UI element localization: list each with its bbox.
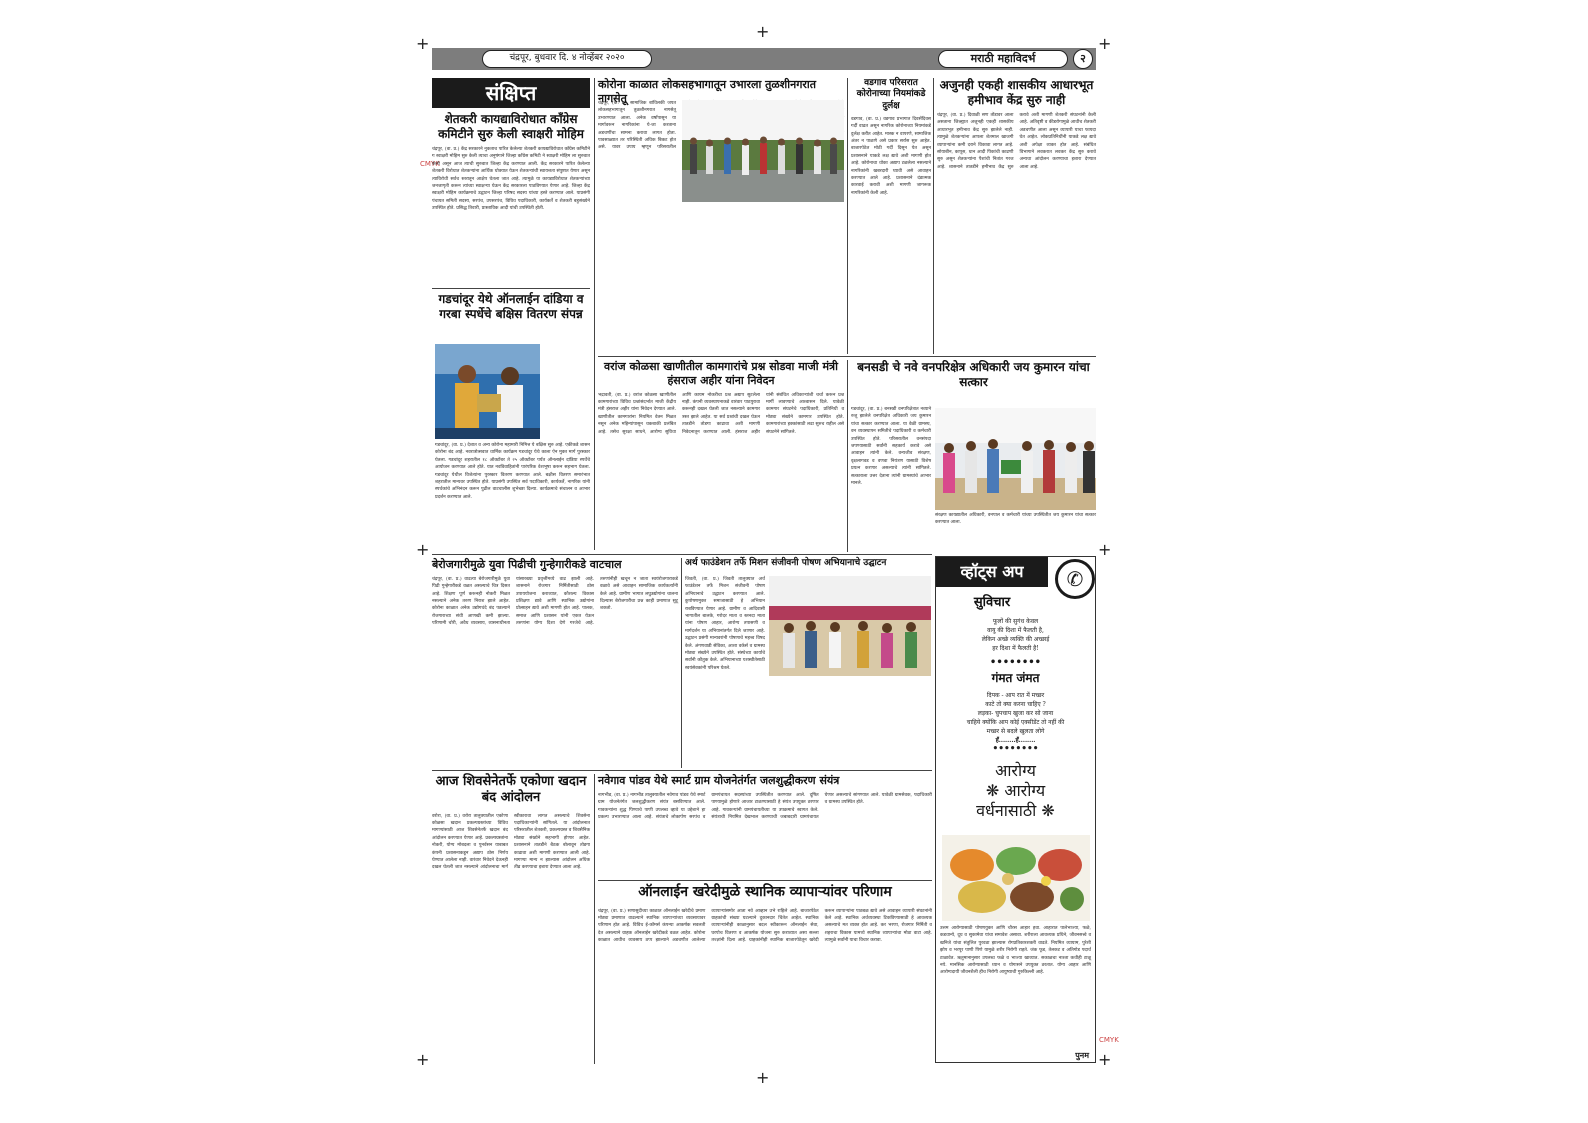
crop-mark-bl: + xyxy=(416,1050,430,1069)
crop-mark-br: + xyxy=(1098,1050,1112,1069)
article-body: चंद्रपूर, (वा. प्र.) सामाजिक बांधिलकी जपत लोकसहभागातून तुळशीनगरात नागसेतू उभारण्यात आला. अनेक वर्षांपासून या मार्गावरून नागरिकांना ये-जा करताना अडचणींचा सामना करावा लागत होता. पावसाळ्यात तर परिस्थिती अधिक बिकट होत असे. यावर उपाय म्हणून परिसरातील xyxy=(598,101,676,151)
article-body: चंद्रपूर, (वा. प्र.) सणासुदीच्या काळात ऑनलाईन खरेदीचे प्रमाण मोठ्या प्रमाणात वाढल्याने स्थानिक व्यापाऱ्यांच्या व्यवसायावर परिणाम होत आहे. विविध ई-कॉमर्स कंपन्या आकर्षक सवलती देत असल्याने ग्राहक ऑनलाईन खरेदीकडे वळत आहेत. कोरोना काळात आधीच व्यवसाय ठप्प झाल्याने अडचणीत आलेल्या व्यापाऱ्यांसमोर आता नवे आव्हान उभे राहिले आहे. बाजारपेठेत ग्राहकांची संख्या घटल्याने दुकानदार चिंतेत आहेत. स्थानिक व्यापाऱ्यांनीही काळानुसार बदल स्वीकारून ऑनलाईन सेवा, घरपोच वितरण व आकर्षक योजना सुरु कराव्यात असा सल्ला तज्ज्ञांनी दिला आहे. ग्राहकांनीही स्थानिक बाजारपेठेतून खरेदी करून व्यापाऱ्यांना पाठबळ द्यावे असे आवाहन व्यापारी संघटनांनी केले आहे. स्थानिक अर्थव्यवस्था टिकविण्यासाठी हे आवश्यक असल्याचे मत व्यक्त होत आहे. कर भरणा, रोजगार निर्मिती व शहराचा विकास यामध्ये स्थानिक व्यापाऱ्यांचा मोठा वाटा आहे. त्यामुळे सर्वांनी याचा विचार करावा. xyxy=(598,908,932,944)
suvichar-line: फूलों की सुगंध केवल xyxy=(992,618,1039,625)
photo-healthy-food xyxy=(942,835,1090,921)
headline: बनसडी चे नवे वनपरिक्षेत्र अधिकारी जय कुमारन यांचा सत्कार xyxy=(857,360,1090,389)
suvichar-quote xyxy=(936,617,1095,653)
headline: अर्थ फाउंडेशन तर्फे मिशन संजीवनी पोषण अभियानाचे उद्घाटन xyxy=(685,558,887,568)
article-msp xyxy=(937,78,1096,354)
arogya-word: वर्धनासाठी xyxy=(976,801,1037,820)
headline: शेतकरी कायद्याविरोधात कॉंग्रेस कमिटीने सुरु केली स्वाक्षरी मोहिम xyxy=(438,112,584,141)
date-line: चंद्रपूर, बुधवार दि. ४ नोव्हेंबर २०२० xyxy=(482,50,652,68)
headline: वरांज कोळसा खाणीतील कामगारांचे प्रश्न सोडवा माजी मंत्री हंसराज अहीर यांना निवेदन xyxy=(604,360,838,387)
masthead: मराठी महाविदर्भ xyxy=(938,50,1068,68)
rule xyxy=(432,554,932,555)
suvichar-line: हर दिशा में फैलती है! xyxy=(992,645,1039,652)
article-body-side xyxy=(543,344,590,440)
arogya-word: आरोग्य xyxy=(1004,781,1046,800)
article-vadgaon xyxy=(851,78,931,354)
joke-line: मच्छर से बदले खुलता लोगे xyxy=(986,728,1045,735)
gammat-title: गंमत जंमत xyxy=(991,671,1040,685)
article-varanj xyxy=(598,360,844,552)
joke-line: लड़का- चुपचाप खुजा कर सो जाना xyxy=(977,710,1054,717)
column-rule xyxy=(594,78,595,550)
headline: अजुनही एकही शासकीय आधारभूत हमीभाव केंद्र सुरु नाही xyxy=(939,78,1094,107)
headline: बेरोजगारीमुळे युवा पिढीची गुन्हेगारीकडे वाटचाल xyxy=(432,558,622,571)
joke-line: काटे तो क्या करना चाहिए ? xyxy=(985,701,1046,708)
photo-dandiya-prize xyxy=(435,344,540,439)
crop-mark-bottom: + xyxy=(756,1068,770,1087)
headline: गडचांदूर येथे ऑनलाईन दांडिया व गरबा स्पर्धेचे बक्षिस वितरण संपन्न xyxy=(438,292,584,321)
headline: आज शिवसेनेतर्फे एकोणा खदान बंद आंदोलन xyxy=(435,774,587,806)
crop-mark-mr: + xyxy=(1098,540,1112,559)
page-header-bar xyxy=(432,48,1096,70)
suvichar-title: सुविचार xyxy=(973,595,1011,610)
article-body: नागभीड, (वा. प्र.) नागभीड तालुक्यातील नवेगाव पांडव येथे स्मार्ट ग्राम योजनेतंर्गत जलशुद्धीकरण संयंत्र बसविण्यात आले. गावकऱ्यांना शुद्ध पिण्याचे पाणी उपलब्ध व्हावे या उद्देशाने हा प्रकल्प उभारण्यात आला आहे. संयंत्राचे लोकार्पण सरपंच व ग्रामपंचायत सदस्यांच्या उपस्थितीत करण्यात आले. दूषित पाण्यामुळे होणारे आजार टाळण्यासाठी हे संयंत्र उपयुक्त ठरणार आहे. गावकऱ्यांनी ग्रामपंचायतीच्या या उपक्रमाचे स्वागत केले. संयंत्राची नियमित देखभाल करण्याची जबाबदारी ग्रामपंचायत घेणार असल्याचे सांगण्यात आले. यावेळी ग्रामसेवक, पदाधिकारी व ग्रामस्थ उपस्थित होते. xyxy=(598,792,932,820)
article-bansdi xyxy=(851,360,1096,404)
cmyk-mark-left: CMYK xyxy=(420,160,440,168)
arogya-line-1: आरोग्य xyxy=(995,761,1036,780)
column-rule xyxy=(847,78,848,354)
photo-caption: संरक्षण कायद्यातील अधिकारी, वनपाल व कर्मचारी यांच्या उपस्थितीत जय कुमारन यांचा सत्कार करण्यात आला. xyxy=(935,513,1096,526)
crop-mark-ml: + xyxy=(416,540,430,559)
joke-line: हँ........हँ........ xyxy=(995,737,1036,744)
whatsapp-column xyxy=(935,556,1096,1063)
whatsapp-title: व्हॉट्स अप xyxy=(936,557,1048,587)
phone-icon: ✆ xyxy=(1055,559,1095,599)
rule xyxy=(432,288,590,289)
section-label: संक्षिप्त xyxy=(432,78,590,108)
headline: नवेगाव पांडव येथे स्मार्ट ग्राम योजनेतंर्गत जलशुद्धीकरण संयंत्र xyxy=(598,774,840,787)
crop-mark-top: + xyxy=(756,22,770,41)
column-rule xyxy=(933,78,934,354)
article-signature-campaign xyxy=(432,112,590,284)
divider-stars: •••••••• xyxy=(989,657,1042,668)
headline: वडगाव परिसरात कोरोनाच्या नियमांकडे दुर्लक्ष xyxy=(856,78,926,111)
headline: कोरोना काळात लोकसहभागातून उभारला तुळशीनगरात नागसेतू xyxy=(598,78,817,105)
crop-mark-tl: + xyxy=(416,34,430,53)
photo-bansdi-felicitation xyxy=(935,408,1096,510)
cmyk-mark-right: CMYK xyxy=(1099,1036,1119,1044)
photo-nutrition-campaign xyxy=(769,576,931,676)
article-shivsena xyxy=(432,774,590,1064)
article-body: जिवती, (वा. प्र.) जिवती तालुक्यात अर्थ फाउंडेशन तर्फे मिशन संजीवनी पोषण अभियानाचे उद्घाटन करण्यात आले. कुपोषणमुक्त समाजासाठी हे अभियान राबविण्यात येणार आहे. ग्रामीण व आदिवासी भागातील बालके, गरोदर माता व स्तनदा माता यांना पोषण आहार, आरोग्य तपासणी व मार्गदर्शन या अभियानांतर्गत दिले जाणार आहे. उद्घाटन प्रसंगी मान्यवरांनी पोषणाचे महत्त्व विषद केले. अंगणवाडी सेविका, आशा वर्कर्स व ग्रामस्थ मोठ्या संख्येने उपस्थित होते. संस्थेच्या कार्याचे सर्वांनी कौतुक केले. अभियानाच्या यशस्वीतेसाठी स्वयंसेवकांनी परिश्रम घेतले. xyxy=(685,577,765,671)
article-body: चंद्रपूर, (वा. प्र.) वाढत्या बेरोजगारीमुळे युवा पिढी गुन्हेगारीकडे वळत असल्याचे चित्र दिसत आहे. शिक्षण पूर्ण करूनही नोकरी मिळत नसल्याने अनेक तरुण निराश झाले आहेत. कोरोना काळात अनेक उद्योगधंदे बंद पडल्याने रोजगाराच्या संधी आणखी कमी झाल्या. परिणामी चोरी, अवैध व्यवसाय, व्यसनाधीनता यांसारख्या प्रवृत्तींमध्ये वाढ झाली आहे. शासनाने रोजगार निर्मितीसाठी ठोस उपाययोजना कराव्यात, कौशल्य विकास प्रशिक्षण द्यावे आणि स्थानिक उद्योगांना प्रोत्साहन द्यावे अशी मागणी होत आहे. पालक, समाज आणि प्रशासन यांनी एकत्र येऊन तरुणांना योग्य दिशा देणे गरजेचे आहे. तरुणांनीही खचून न जाता स्वयंरोजगाराकडे वळावे असे आवाहन सामाजिक कार्यकर्त्यांनी केले आहे. ग्रामीण भागात लघुउद्योगांना चालना दिल्यास बेरोजगारीचा प्रश्न काही प्रमाणात सुटू शकतो. xyxy=(432,576,678,627)
article-navegaon xyxy=(598,774,932,878)
article-unemployment xyxy=(432,558,678,768)
suvichar-line: वायु की दिशा में फैलती है, xyxy=(987,627,1044,634)
headline: ऑनलाईन खरेदीमुळे स्थानिक व्यापाऱ्यांवर परिणाम xyxy=(638,884,892,900)
joke-line: चाहिये क्योंकि आप कोई एक्सीडेंट तो नहीं की xyxy=(966,719,1065,726)
gammat-joke xyxy=(936,691,1095,754)
article-body: वरोरा, (वा. प्र.) वरोरा तालुक्यातील एकोणा कोळसा खदान प्रकल्पग्रस्तांच्या विविध मागण्यांसाठी आज शिवसेनेतर्फे खदान बंद आंदोलन करण्यात येणार आहे. प्रकल्पग्रस्तांना नोकरी, योग्य मोबदला व पुनर्वसन याबाबत कंपनी प्रशासनाकडून अद्याप ठोस निर्णय घेण्यात आलेला नाही. वारंवार निवेदने देऊनही दखल घेतली जात नसल्याने आंदोलनाचा मार्ग स्वीकारावा लागत असल्याचे शिवसेना पदाधिकाऱ्यांनी सांगितले. या आंदोलनात परिसरातील शेतकरी, प्रकल्पग्रस्त व शिवसैनिक मोठ्या संख्येने सहभागी होणार आहेत. प्रशासनाने तातडीने बैठक बोलावून तोडगा काढावा अशी मागणी करण्यात आली आहे. मागण्या मान्य न झाल्यास आंदोलन अधिक तीव्र करण्याचा इशारा देण्यात आला आहे. xyxy=(432,813,590,871)
newspaper-page xyxy=(432,48,1096,1063)
joke-line: •••••••• xyxy=(992,744,1039,754)
column-rule xyxy=(847,360,848,552)
arogya-text: उत्तम आरोग्यासाठी पोषणयुक्त आणि चौरस आहार हवा. आहारात पालेभाज्या, फळे, कडधान्ये, दूध व सुकामेवा यांचा समावेश असावा. शरीराला आवश्यक प्रथिने, जीवनसत्त्वे व खनिजे यांचा संतुलित पुरवठा झाल्यास रोगप्रतिकारशक्ती वाढते. नियमित व्यायाम, पुरेशी झोप व भरपूर पाणी पिणे यामुळे शरीर निरोगी राहते. जंक फूड, तेलकट व अतिगोड पदार्थ टाळावेत. ऋतुमानानुसार उपलब्ध फळे व भाज्या खाव्यात. सकाळचा नाश्ता कधीही टाळू नये. मानसिक आरोग्यासाठी ध्यान व योगासने उपयुक्त ठरतात. योग्य आहार आणि आरोग्यदायी जीवनशैली हीच निरोगी आयुष्याची गुरुकिल्ली आहे. xyxy=(940,926,1091,976)
column-rule xyxy=(681,558,682,768)
arogya-line-3 xyxy=(936,801,1095,821)
joke-line: दिपक - आप रात में मच्छर xyxy=(986,692,1045,699)
article-online-shopping xyxy=(598,884,932,1064)
flower-icon: ❋ xyxy=(1041,801,1055,820)
arogya-heading xyxy=(936,761,1095,821)
signature: पुनम xyxy=(1075,1050,1089,1060)
rule xyxy=(598,356,1096,357)
article-body: भद्रावती, (वा. प्र.) वरांज कोळसा खाणीतील कामगारांच्या विविध प्रश्नांसंदर्भात माजी केंद्रीय मंत्री हंसराज अहीर यांना निवेदन देण्यात आले. खाणीतील कामगारांना नियमित वेतन मिळत नसून अनेक महिन्यांपासून थकबाकी प्रलंबित आहे. तसेच सुरक्षा साधने, आरोग्य सुविधा आणि कायम नोकरीचा प्रश्न अद्याप सुटलेला नाही. कंपनी व्यवस्थापनाकडे वारंवार पाठपुरावा करूनही दखल घेतली जात नसल्याने कामगार त्रस्त झाले आहेत. या सर्व प्रश्नांची दखल घेऊन तातडीने तोडगा काढावा अशी मागणी निवेदनातून करण्यात आली. हंसराज अहीर यांनी संबंधित अधिकाऱ्यांशी चर्चा करून प्रश्न मार्गी लावण्याचे आश्वासन दिले. यावेळी कामगार संघटनेचे पदाधिकारी, प्रतिनिधी व मोठ्या संख्येने कामगार उपस्थित होते. कामगारांच्या हक्कांसाठी लढा सुरुच राहील असे संघटनेने सांगितले. xyxy=(598,392,844,435)
column-rule xyxy=(594,774,595,1064)
article-arth-foundation xyxy=(685,558,931,574)
article-nagsetu xyxy=(598,78,844,105)
article-body: गडचांदूर, (वा. प्र.) देशात व अन्य कोरोना महामारी निमित्त ये बक्षिस सुरु आहे. एकीकडे शासन कोरोना बंद आहे. नवरात्रोत्सवात धार्मिक कार्यक्रम गडचांदूर येथे काला ऐन मुक्त मार्ग पुरस्कार घेतला. गडचांदूर शहरातील १८ ऑक्टोंबर ते २५ ऑक्टोंबर पर्यंत ऑनलाईन दांडिया स्पर्धेचे आयोजन करण्यात आले होते. यात नवविवाहितांनी पारंपरिक वेशभूषा करून सहभाग घेतला. गडचांदूर येथील विजेत्यांना पुरस्कार वितरण करण्यात आले. बक्षीस वितरण समारंभात शहरातील मान्यवर उपस्थित होते. याप्रसंगी उपस्थित सर्व पदाधिकारी, कार्यकर्ते, नागरिक यांनी स्पर्धकांचे अभिनंदन करून पुढील वाटचालीस शुभेच्छा दिल्या. कार्यक्रमाचे संचालन व आभार प्रदर्शन करण्यात आले. xyxy=(435,443,590,500)
article-body: वडगाव, (वा. प्र.) वडगाव प्रभागात दिवसेंदिवस गर्दी वाढत असून नागरिक कोरोनाच्या नियमांकडे दुर्लक्ष करीत आहेत. मास्क न वापरणे, सामाजिक अंतर न पाळणे असे प्रकार सर्रास सुरु आहेत. बाजारपेठेत मोठी गर्दी दिसून येत असून प्रशासनाने याकडे लक्ष द्यावे अशी मागणी होत आहे. कोरोनाचा धोका अद्याप टळलेला नसल्याने नागरिकांनी खबरदारी घ्यावी असे आवाहन करण्यात आले आहे. प्रशासनाने दंडात्मक कारवाई करावी अशी मागणी जागरूक नागरिकांनी केली आहे. xyxy=(851,116,931,196)
flower-icon: ❋ xyxy=(985,781,1000,800)
article-body: चंद्रपूर, (वा. प्र.) दिवाळी सण तोंडावर आला असताना जिल्ह्यात अजुनही एकही शासकीय आधारभूत हमीभाव केंद्र सुरु झालेले नाही. त्यामुळे शेतकऱ्यांना आपला शेतमाल खाजगी व्यापाऱ्यांना कमी दराने विकावा लागत आहे. सोयाबीन, कापूस, धान आदी पिकांची काढणी सुरु असून शेतकऱ्यांना पैशांची नितांत गरज आहे. शासनाने तातडीने हमीभाव केंद्र सुरु करावे अशी मागणी शेतकरी संघटनांनी केली आहे. अतिवृष्टी व कीडरोगामुळे आधीच शेतकरी अडचणीत आला असून व्यापारी याचा फायदा घेत आहेत. लोकप्रतिनिधींनी याकडे लक्ष द्यावे अशी अपेक्षा व्यक्त होत आहे. संबंधित विभागाने लवकरात लवकर केंद्र सुरु करावे अन्यथा आंदोलन करण्याचा इशारा देण्यात आला आहे. xyxy=(937,113,1096,170)
rule xyxy=(432,770,932,771)
article-body: चंद्रपूर, (वा. प्र.) केंद्र सरकारने नुकताच पारित केलेल्या शेतकरी कायद्याविरोधात काँग्रेस कमिटीने ग स्वाक्षरी मोहिम सुरु केली त्याचा अनुषंगाने जिल्हा काँग्रेस कमिटी ने स्वाक्षरी मोहिम ला सुरुवात केली असून आज त्याची सुरुवात जिल्हा केंद्र करण्यात आली. केंद्र सरकारने पारित केलेल्या शेतकरी विरोधात शेतकऱ्यांना आर्थिक धोक्यात येऊन शेतकऱ्यांची स्वायत्तता संपुष्टात येणार असून त्याविरोधी सर्वच स्तरातून आक्षेप घेतला जात आहे. त्यामुळे या कायद्याविरोधात शेतकऱ्यांच्या जनजागृती करून त्यांच्या स्वाक्षऱ्या घेऊन केंद्र सरकारला पाठविण्यात येणार आहे. जिल्हा केंद्र स्वाक्षरी मोहिम कार्यक्रमाचे उद्घाटन जिल्हा परिषद सदस्य यांच्या हस्ते करण्यात आले. याप्रसंगी पंचायत समिती सदस्य, सरपंच, उपसरपंच, विविध पदाधिकारी, कार्यकर्ते व शेतकरी बहुसंख्येने उपस्थित होते. प्रसिद्ध तिवारी, प्रास्ताविक आदी यांची उपस्थिती होती. xyxy=(432,147,590,212)
page-number: २ xyxy=(1073,49,1093,69)
crop-mark-tr: + xyxy=(1098,34,1112,53)
rule xyxy=(598,880,932,881)
arogya-line-2 xyxy=(936,781,1095,801)
article-body: गडचांदूर, (वा. प्र.) बनसडी वनपरिक्षेत्रात नव्याने रुजू झालेले वनपरिक्षेत्र अधिकारी जय कुमारन यांचा सत्कार करण्यात आला. या वेळी ग्रामस्थ, वन व्यवस्थापन समितीचे पदाधिकारी व कर्मचारी उपस्थित होते. परिसरातील वनसंपदा जपण्यासाठी सर्वांनी सहकार्य करावे असे आवाहन त्यांनी केले. वन्यजीव संरक्षण, वृक्षलागवड व वणवा नियंत्रण यासाठी विशेष प्रयत्न करणार असल्याचे त्यांनी सांगितले. सत्काराला उत्तर देताना त्यांनी ग्रामस्थांचे आभार मानले. xyxy=(851,407,931,487)
article-body-continued xyxy=(769,678,931,768)
photo-nagsetu xyxy=(682,100,844,202)
suvichar-line: लेकिन अच्छे व्यक्ति की अच्छाई xyxy=(981,636,1050,643)
